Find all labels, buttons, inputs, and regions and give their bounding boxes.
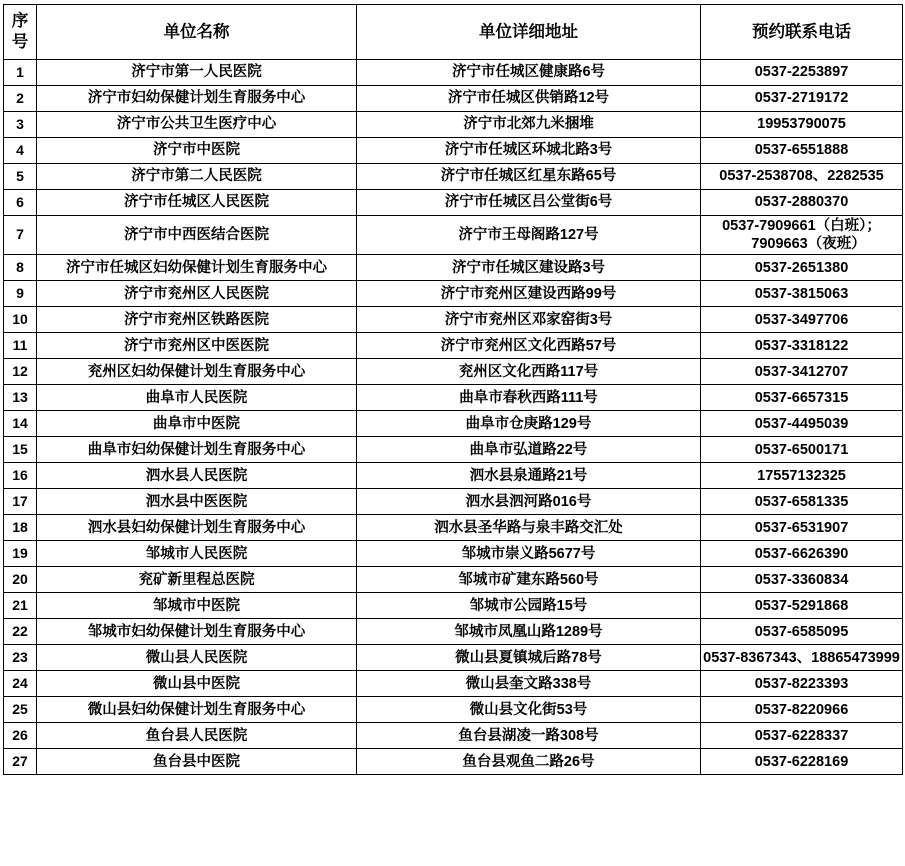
cell-seq: 24 xyxy=(4,671,37,697)
cell-address: 鱼台县观鱼二路26号 xyxy=(357,749,701,775)
cell-seq: 12 xyxy=(4,359,37,385)
cell-address: 济宁市任城区健康路6号 xyxy=(357,60,701,86)
cell-address: 济宁市兖州区邓家窑街3号 xyxy=(357,307,701,333)
cell-name: 微山县中医院 xyxy=(37,671,357,697)
table-row xyxy=(4,671,903,697)
cell-seq: 6 xyxy=(4,190,37,216)
cell-name: 邹城市妇幼保健计划生育服务中心 xyxy=(37,619,357,645)
table-row xyxy=(4,164,903,190)
table-row xyxy=(4,112,903,138)
table-row xyxy=(4,333,903,359)
cell-seq: 23 xyxy=(4,645,37,671)
cell-phone: 0537-6531907 xyxy=(701,515,903,541)
cell-name: 曲阜市人民医院 xyxy=(37,385,357,411)
cell-phone-line1: 0537-7909661（白班）； xyxy=(722,218,881,234)
cell-seq: 10 xyxy=(4,307,37,333)
table-body xyxy=(4,60,903,775)
cell-address: 曲阜市春秋西路111号 xyxy=(357,385,701,411)
cell-seq: 8 xyxy=(4,255,37,281)
table-row xyxy=(4,216,903,255)
table-row xyxy=(4,463,903,489)
column-header-seq-char2: 号 xyxy=(11,33,29,51)
cell-seq: 11 xyxy=(4,333,37,359)
cell-phone: 0537-3815063 xyxy=(701,281,903,307)
cell-seq: 9 xyxy=(4,281,37,307)
cell-address: 微山县文化街53号 xyxy=(357,697,701,723)
cell-seq: 22 xyxy=(4,619,37,645)
table-row xyxy=(4,411,903,437)
cell-seq: 14 xyxy=(4,411,37,437)
cell-address: 邹城市凤凰山路1289号 xyxy=(357,619,701,645)
table-row xyxy=(4,645,903,671)
cell-name: 济宁市兖州区铁路医院 xyxy=(37,307,357,333)
cell-name: 济宁市中西医结合医院 xyxy=(37,216,357,255)
table-row xyxy=(4,60,903,86)
cell-name: 曲阜市中医院 xyxy=(37,411,357,437)
cell-phone: 19953790075 xyxy=(701,112,903,138)
cell-seq: 25 xyxy=(4,697,37,723)
cell-name: 济宁市妇幼保健计划生育服务中心 xyxy=(37,86,357,112)
cell-address: 济宁市兖州区建设西路99号 xyxy=(357,281,701,307)
cell-seq: 16 xyxy=(4,463,37,489)
cell-seq: 21 xyxy=(4,593,37,619)
table-row xyxy=(4,138,903,164)
cell-address: 济宁市任城区吕公堂街6号 xyxy=(357,190,701,216)
cell-phone xyxy=(701,216,903,255)
cell-phone: 17557132325 xyxy=(701,463,903,489)
cell-phone: 0537-6228337 xyxy=(701,723,903,749)
column-header-seq-char1: 序 xyxy=(11,12,29,31)
column-header-seq xyxy=(4,5,37,60)
cell-phone: 0537-3360834 xyxy=(701,567,903,593)
table-header xyxy=(4,5,903,60)
cell-phone: 0537-5291868 xyxy=(701,593,903,619)
column-header-name: 单位名称 xyxy=(37,5,357,60)
table-row xyxy=(4,437,903,463)
cell-name: 微山县人民医院 xyxy=(37,645,357,671)
table-row xyxy=(4,255,903,281)
table-row xyxy=(4,593,903,619)
cell-address: 济宁市兖州区文化西路57号 xyxy=(357,333,701,359)
cell-name: 邹城市人民医院 xyxy=(37,541,357,567)
cell-address: 济宁市任城区环城北路3号 xyxy=(357,138,701,164)
column-header-address: 单位详细地址 xyxy=(357,5,701,60)
table-row xyxy=(4,86,903,112)
cell-name: 兖矿新里程总医院 xyxy=(37,567,357,593)
cell-name: 微山县妇幼保健计划生育服务中心 xyxy=(37,697,357,723)
cell-phone: 0537-6551888 xyxy=(701,138,903,164)
cell-address: 邹城市矿建东路560号 xyxy=(357,567,701,593)
cell-name: 曲阜市妇幼保健计划生育服务中心 xyxy=(37,437,357,463)
cell-phone: 0537-4495039 xyxy=(701,411,903,437)
cell-phone: 0537-2719172 xyxy=(701,86,903,112)
cell-name: 济宁市第一人民医院 xyxy=(37,60,357,86)
cell-name: 济宁市第二人民医院 xyxy=(37,164,357,190)
cell-phone: 0537-6228169 xyxy=(701,749,903,775)
table-row xyxy=(4,697,903,723)
cell-address: 泗水县泗河路016号 xyxy=(357,489,701,515)
cell-address: 邹城市公园路15号 xyxy=(357,593,701,619)
cell-address: 兖州区文化西路117号 xyxy=(357,359,701,385)
cell-seq: 13 xyxy=(4,385,37,411)
cell-seq: 20 xyxy=(4,567,37,593)
cell-address: 曲阜市仓庚路129号 xyxy=(357,411,701,437)
cell-seq: 1 xyxy=(4,60,37,86)
table-row xyxy=(4,190,903,216)
cell-name: 济宁市任城区人民医院 xyxy=(37,190,357,216)
cell-phone: 0537-3497706 xyxy=(701,307,903,333)
table-row xyxy=(4,385,903,411)
cell-phone: 0537-8223393 xyxy=(701,671,903,697)
cell-seq: 27 xyxy=(4,749,37,775)
cell-name: 济宁市兖州区人民医院 xyxy=(37,281,357,307)
cell-address: 微山县奎文路338号 xyxy=(357,671,701,697)
cell-address: 济宁市王母阁路127号 xyxy=(357,216,701,255)
cell-phone: 0537-6657315 xyxy=(701,385,903,411)
cell-phone: 0537-8220966 xyxy=(701,697,903,723)
cell-name: 鱼台县中医院 xyxy=(37,749,357,775)
table-row xyxy=(4,307,903,333)
table-row xyxy=(4,723,903,749)
cell-address: 济宁市任城区建设路3号 xyxy=(357,255,701,281)
cell-seq: 7 xyxy=(4,216,37,255)
column-header-phone: 预约联系电话 xyxy=(701,5,903,60)
cell-address: 济宁市任城区供销路12号 xyxy=(357,86,701,112)
cell-address: 曲阜市弘道路22号 xyxy=(357,437,701,463)
cell-phone-line2: 7909663（夜班） xyxy=(751,236,866,253)
cell-phone: 0537-6626390 xyxy=(701,541,903,567)
cell-phone: 0537-6581335 xyxy=(701,489,903,515)
cell-name: 泗水县人民医院 xyxy=(37,463,357,489)
cell-name: 泗水县中医医院 xyxy=(37,489,357,515)
cell-address: 微山县夏镇城后路78号 xyxy=(357,645,701,671)
cell-seq: 19 xyxy=(4,541,37,567)
cell-seq: 4 xyxy=(4,138,37,164)
cell-address: 鱼台县湖凌一路308号 xyxy=(357,723,701,749)
cell-seq: 15 xyxy=(4,437,37,463)
cell-name: 济宁市公共卫生医疗中心 xyxy=(37,112,357,138)
cell-name: 济宁市中医院 xyxy=(37,138,357,164)
cell-phone: 0537-8367343、18865473999 xyxy=(701,645,903,671)
table-row xyxy=(4,489,903,515)
cell-address: 济宁市任城区红星东路65号 xyxy=(357,164,701,190)
cell-seq: 5 xyxy=(4,164,37,190)
cell-phone: 0537-2538708、2282535 xyxy=(701,164,903,190)
cell-name: 济宁市任城区妇幼保健计划生育服务中心 xyxy=(37,255,357,281)
cell-seq: 3 xyxy=(4,112,37,138)
table-row xyxy=(4,567,903,593)
cell-phone: 0537-3318122 xyxy=(701,333,903,359)
table-row xyxy=(4,515,903,541)
cell-name: 邹城市中医院 xyxy=(37,593,357,619)
table-header-row xyxy=(4,5,903,60)
cell-seq: 26 xyxy=(4,723,37,749)
cell-seq: 2 xyxy=(4,86,37,112)
cell-address: 泗水县圣华路与泉丰路交汇处 xyxy=(357,515,701,541)
cell-name: 泗水县妇幼保健计划生育服务中心 xyxy=(37,515,357,541)
cell-seq: 18 xyxy=(4,515,37,541)
table-row xyxy=(4,541,903,567)
cell-phone: 0537-6585095 xyxy=(701,619,903,645)
hospital-contact-table xyxy=(3,4,903,775)
table-row xyxy=(4,359,903,385)
cell-phone: 0537-6500171 xyxy=(701,437,903,463)
cell-seq: 17 xyxy=(4,489,37,515)
table-row xyxy=(4,749,903,775)
cell-phone: 0537-2880370 xyxy=(701,190,903,216)
cell-address: 邹城市崇义路5677号 xyxy=(357,541,701,567)
cell-address: 济宁市北郊九米捆堆 xyxy=(357,112,701,138)
cell-address: 泗水县泉通路21号 xyxy=(357,463,701,489)
cell-phone: 0537-2651380 xyxy=(701,255,903,281)
cell-phone: 0537-2253897 xyxy=(701,60,903,86)
cell-name: 济宁市兖州区中医医院 xyxy=(37,333,357,359)
table-row xyxy=(4,281,903,307)
cell-name: 鱼台县人民医院 xyxy=(37,723,357,749)
cell-name: 兖州区妇幼保健计划生育服务中心 xyxy=(37,359,357,385)
table-row xyxy=(4,619,903,645)
cell-phone: 0537-3412707 xyxy=(701,359,903,385)
